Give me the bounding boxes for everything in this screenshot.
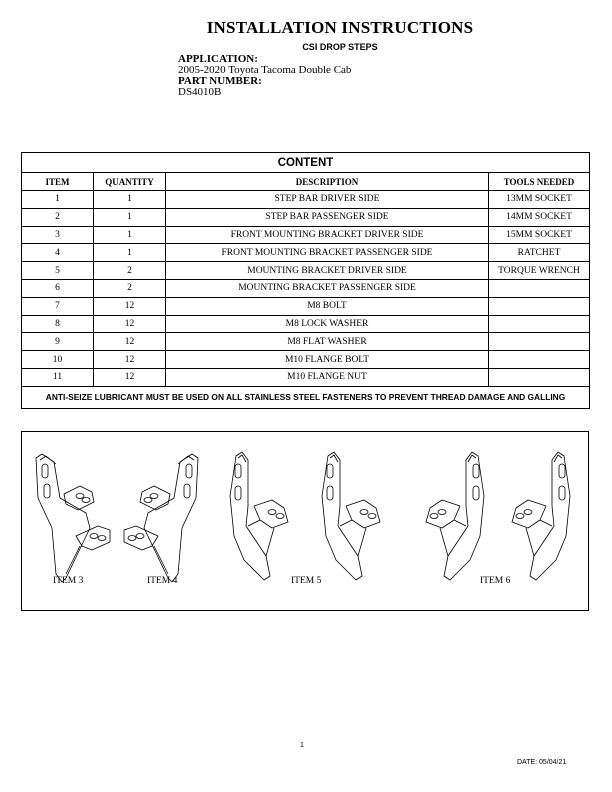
item-cell: 7 (22, 297, 94, 315)
tool-cell (489, 351, 590, 369)
quantity-cell: 1 (94, 191, 166, 209)
item-cell: 6 (22, 279, 94, 297)
tool-cell (489, 315, 590, 333)
tool-cell: 15MM SOCKET (489, 226, 590, 244)
item-3-bracket-drawing (36, 454, 110, 582)
application-label: APPLICATION: (178, 53, 258, 65)
part-number-value: DS4010B (178, 86, 222, 98)
item-cell: 4 (22, 244, 94, 262)
quantity-cell: 1 (94, 208, 166, 226)
page-number: 1 (300, 742, 304, 749)
item-6-label: ITEM 6 (480, 576, 511, 586)
item-cell: 2 (22, 208, 94, 226)
tool-cell (489, 368, 590, 386)
table-row (22, 191, 590, 209)
document-date: DATE: 05/04/21 (517, 759, 567, 766)
item-6-bracket-drawing-a (426, 452, 484, 580)
item-5-label: ITEM 5 (291, 576, 322, 586)
item-cell: 9 (22, 333, 94, 351)
tool-cell (489, 333, 590, 351)
quantity-cell: 12 (94, 315, 166, 333)
table-row (22, 297, 590, 315)
column-header-tools: TOOLS NEEDED (489, 173, 590, 191)
item-cell: 5 (22, 262, 94, 280)
item-cell: 10 (22, 351, 94, 369)
parts-figure-box (21, 431, 589, 611)
application-info (178, 54, 351, 98)
table-row (22, 208, 590, 226)
quantity-cell: 12 (94, 333, 166, 351)
description-cell: STEP BAR PASSENGER SIDE (166, 208, 489, 226)
description-cell: STEP BAR DRIVER SIDE (166, 191, 489, 209)
anti-seize-note: ANTI-SEIZE LUBRICANT MUST BE USED ON ALL STAINLESS STEEL FASTENERS TO PREVENT THREAD DAMAGE AND GALLING (22, 386, 590, 408)
application-value: 2005-2020 Toyota Tacoma Double Cab (178, 64, 352, 76)
table-row (22, 244, 590, 262)
description-cell: MOUNTING BRACKET DRIVER SIDE (166, 262, 489, 280)
content-table (21, 152, 590, 409)
quantity-cell: 12 (94, 351, 166, 369)
table-row (22, 315, 590, 333)
quantity-cell: 12 (94, 297, 166, 315)
description-cell: M8 LOCK WASHER (166, 315, 489, 333)
table-row (22, 368, 590, 386)
table-row (22, 333, 590, 351)
description-cell: FRONT MOUNTING BRACKET PASSENGER SIDE (166, 244, 489, 262)
description-cell: M8 BOLT (166, 297, 489, 315)
document-title: INSTALLATION INSTRUCTIONS (206, 18, 474, 37)
part-number-label: PART NUMBER: (178, 75, 262, 87)
tool-cell: 13MM SOCKET (489, 191, 590, 209)
document-subtitle: CSI DROP STEPS (302, 42, 378, 52)
column-header-description: DESCRIPTION (166, 173, 489, 191)
item-cell: 11 (22, 368, 94, 386)
table-row (22, 351, 590, 369)
table-row (22, 262, 590, 280)
description-cell: FRONT MOUNTING BRACKET DRIVER SIDE (166, 226, 489, 244)
item-cell: 1 (22, 191, 94, 209)
column-header-quantity: QUANTITY (94, 173, 166, 191)
description-cell: M10 FLANGE BOLT (166, 351, 489, 369)
quantity-cell: 12 (94, 368, 166, 386)
content-heading: CONTENT (22, 153, 590, 173)
tool-cell (489, 279, 590, 297)
description-cell: MOUNTING BRACKET PASSENGER SIDE (166, 279, 489, 297)
tool-cell (489, 297, 590, 315)
quantity-cell: 1 (94, 244, 166, 262)
item-5-bracket-drawing-b (322, 452, 380, 580)
description-cell: M8 FLAT WASHER (166, 333, 489, 351)
item-4-label: ITEM 4 (147, 576, 178, 586)
item-cell: 3 (22, 226, 94, 244)
item-3-label: ITEM 3 (53, 576, 84, 586)
column-header-item: ITEM (22, 173, 94, 191)
quantity-cell: 2 (94, 279, 166, 297)
quantity-cell: 1 (94, 226, 166, 244)
tool-cell: RATCHET (489, 244, 590, 262)
tool-cell: TORQUE WRENCH (489, 262, 590, 280)
table-row (22, 226, 590, 244)
description-cell: M10 FLANGE NUT (166, 368, 489, 386)
tool-cell: 14MM SOCKET (489, 208, 590, 226)
item-cell: 8 (22, 315, 94, 333)
item-4-bracket-drawing (124, 454, 198, 582)
item-6-bracket-drawing-b (512, 452, 570, 580)
quantity-cell: 2 (94, 262, 166, 280)
item-5-bracket-drawing-a (230, 452, 288, 580)
table-row (22, 279, 590, 297)
